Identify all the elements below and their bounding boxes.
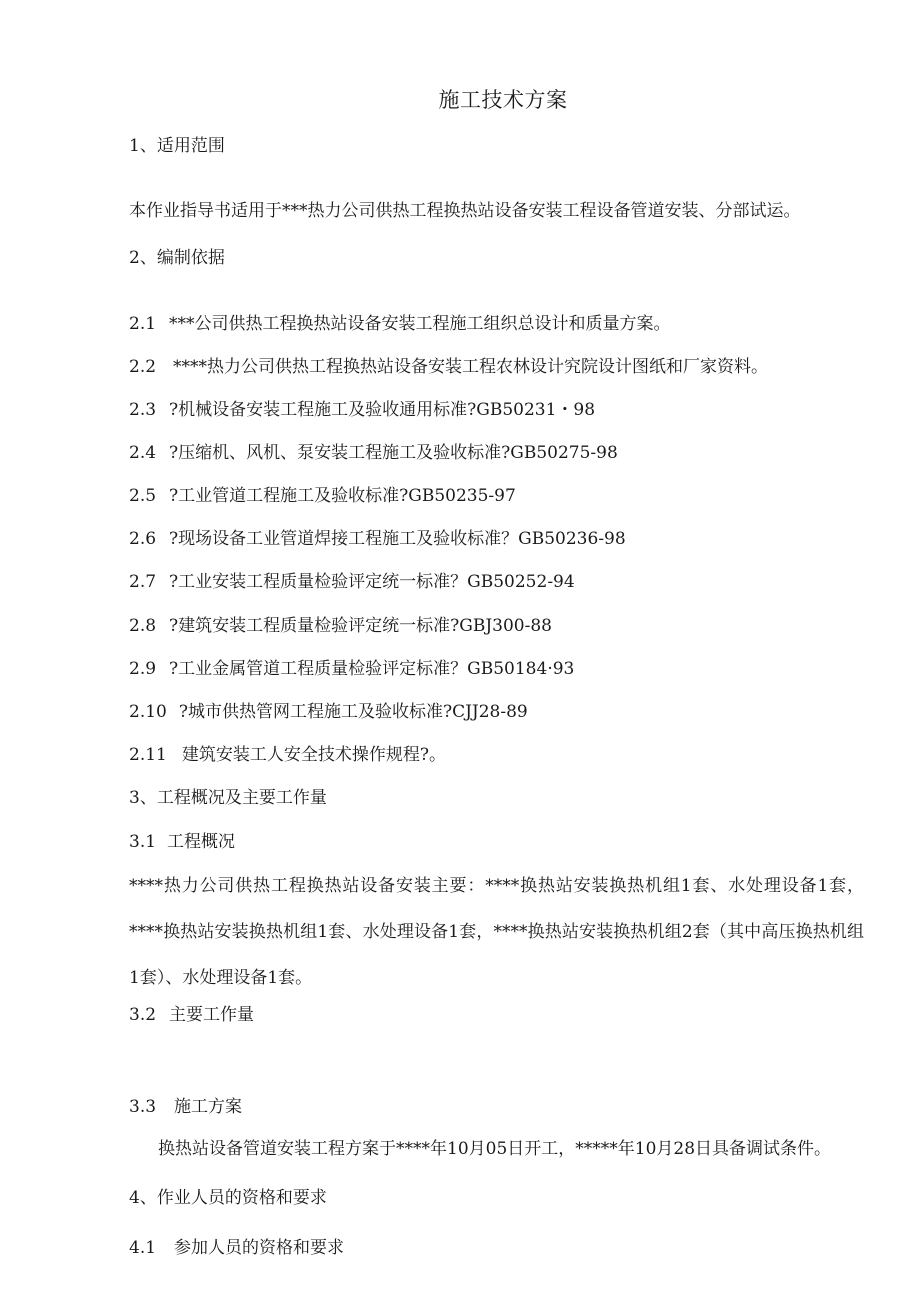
item-number: 2.7 xyxy=(129,572,157,592)
item-text: ***公司供热工程换热站设备安装工程施工组织总设计和质量方案。 xyxy=(169,314,671,334)
item-text: ?工业安装工程质量检验评定统一标准？GB50252-94 xyxy=(169,572,575,592)
item-number: 2.6 xyxy=(129,529,157,549)
list-item xyxy=(129,528,626,550)
subsection-3-3 xyxy=(129,1096,242,1118)
subsection-4-1 xyxy=(129,1237,344,1259)
list-item xyxy=(129,485,516,507)
item-text: ?压缩机、风机、泵安装工程施工及验收标准?GB50275-98 xyxy=(169,443,618,463)
subsection-number: 4.1 xyxy=(129,1238,157,1258)
item-number: 2.1 xyxy=(129,314,157,334)
item-text: ?工业金属管道工程质量检验评定标准？GB50184·93 xyxy=(169,659,575,679)
item-number: 2.9 xyxy=(129,659,157,679)
item-number: 2.2 xyxy=(129,357,157,377)
item-text: ?建筑安装工程质量检验评定统一标准?GBJ300-88 xyxy=(169,616,552,636)
item-number: 2.5 xyxy=(129,486,157,506)
list-item xyxy=(129,399,595,421)
list-item xyxy=(129,571,575,593)
item-number: 2.10 xyxy=(129,702,167,722)
item-number: 2.4 xyxy=(129,443,157,463)
section-4-heading: 4、作业人员的资格和要求 xyxy=(129,1188,327,1208)
item-text: ?机械设备安装工程施工及验收通用标准?GB50231・98 xyxy=(169,400,596,420)
section-2-heading: 2、编制依据 xyxy=(129,248,225,268)
item-text: ?现场设备工业管道焊接工程施工及验收标准？GB50236-98 xyxy=(169,529,626,549)
subsection-3-1 xyxy=(129,831,235,853)
list-item xyxy=(129,744,446,766)
item-text: 建筑安装工人安全技术操作规程?。 xyxy=(181,745,446,765)
list-item xyxy=(129,356,768,378)
item-number: 2.3 xyxy=(129,400,157,420)
section-1-body: 本作业指导书适用于***热力公司供热工程换热站设备安装工程设备管道安装、分部试运。 xyxy=(129,201,801,221)
section-3-heading: 3、工程概况及主要工作量 xyxy=(129,788,327,808)
subsection-3-2 xyxy=(129,1004,254,1026)
subsection-number: 3.1 xyxy=(129,832,157,852)
page-title: 施工技术方案 xyxy=(438,88,568,112)
item-text: ?城市供热管网工程施工及验收标准?CJJ28-89 xyxy=(178,702,528,722)
subsection-label: 施工方案 xyxy=(174,1097,243,1117)
list-item xyxy=(129,313,671,335)
subsection-label: 参加人员的资格和要求 xyxy=(174,1238,345,1258)
item-number: 2.11 xyxy=(129,745,167,765)
item-text: ****热力公司供热工程换热站设备安装工程农林设计究院设计图纸和厂家资料。 xyxy=(173,357,769,377)
item-text: ?工业管道工程施工及验收标准?GB50235-97 xyxy=(169,486,516,506)
overview-paragraph: ****热力公司供热工程换热站设备安装主要：****换热站安装换热机组1套、水处理设备1套，****换热站安装换热机组1套、水处理设备1套，****换热站安装换热机组2套（其中高压换热机组1套）、水处理设备1套。 xyxy=(129,876,864,988)
list-item xyxy=(129,701,528,723)
subsection-number: 3.3 xyxy=(129,1097,157,1117)
list-item xyxy=(129,658,574,680)
item-number: 2.8 xyxy=(129,616,157,636)
plan-text: 换热站设备管道安装工程方案于****年10月05日开工，*****年10月28日具备调试条件。 xyxy=(158,1139,832,1159)
subsection-number: 3.2 xyxy=(129,1005,157,1025)
section-1-heading: 1、适用范围 xyxy=(129,136,225,156)
list-item xyxy=(129,615,552,637)
list-item xyxy=(129,442,618,464)
subsection-label: 主要工作量 xyxy=(169,1005,255,1025)
subsection-label: 工程概况 xyxy=(167,832,236,852)
